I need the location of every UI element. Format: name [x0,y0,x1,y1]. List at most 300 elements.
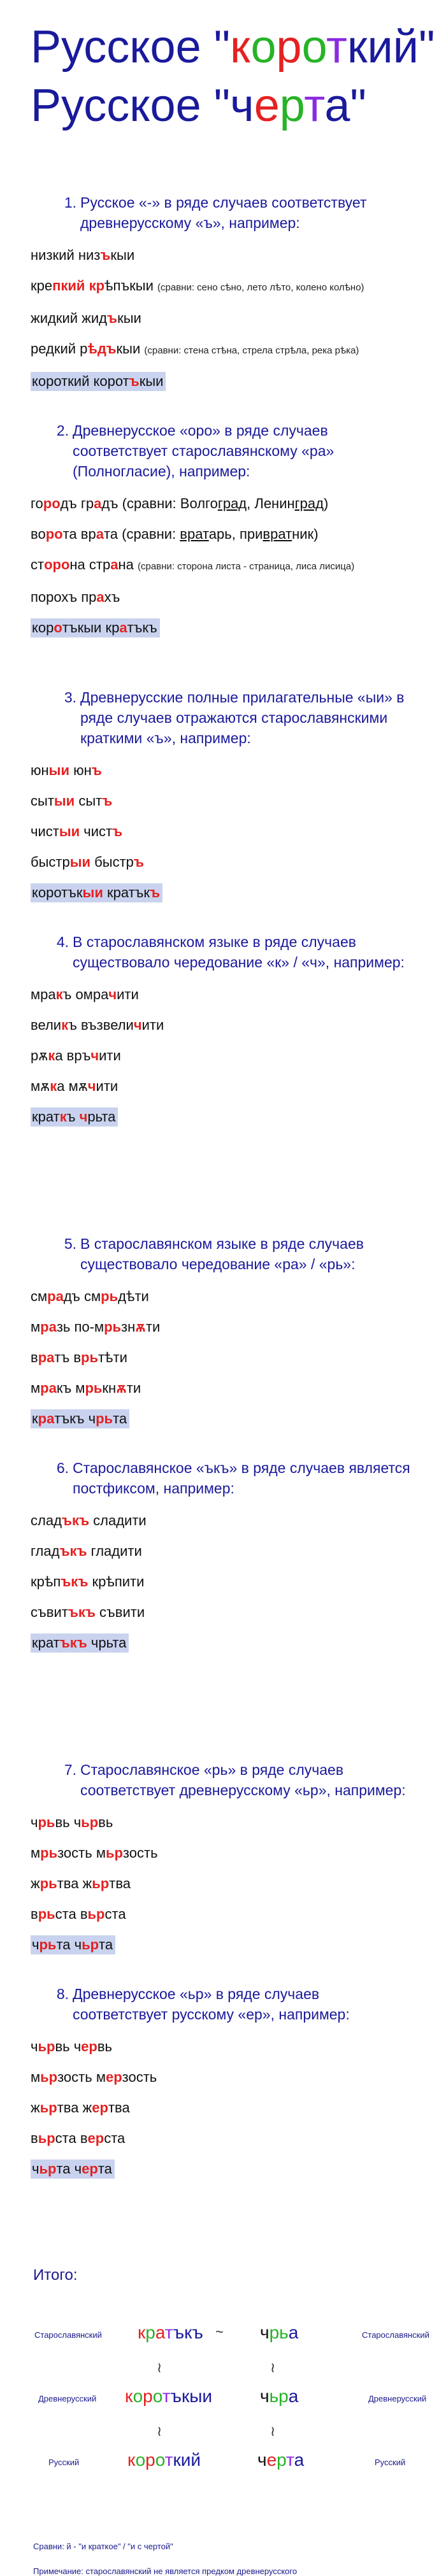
ex-text: м [31,1319,41,1335]
list-item [31,761,446,780]
w-part: р [277,2450,287,2470]
summary-word-1 [138,2323,203,2343]
section-1 [31,192,446,402]
ex-text: дъ см [63,1288,101,1304]
summary-word-v2 [260,2386,298,2407]
ex-text: ити [141,1017,164,1033]
ex-mark: ъкъ [59,1635,87,1651]
w-part: т [164,2323,173,2342]
ex-note: (сравни: сено сѣно, лето лѣто, колено колѣно) [157,282,364,293]
ex-text: ж [31,1875,40,1891]
w-part: т [164,2450,173,2470]
title-letter: о [250,22,277,73]
row-label-right: Русский [375,2458,406,2467]
ex-mark: рь [104,1319,122,1335]
ex-text: кыи [117,310,141,326]
ex-mark: ч [79,1109,88,1125]
ex-text: тъ в [54,1349,82,1365]
ex-mark: ыи [48,762,69,778]
ex-text: а връ [55,1048,91,1064]
list-item [31,1874,446,1893]
ex-mark: ъ [150,885,161,900]
ex-text: ста в [55,1906,88,1922]
ex-mark: ьр [40,2069,58,2085]
ex-text: дѣти [118,1288,149,1304]
ex-mark: ч [108,986,117,1002]
section-heading [31,1984,446,2025]
list-item-highlight [31,1107,118,1127]
ex-text: вь ч [55,2039,82,2054]
w-part: а [288,2323,299,2342]
row-label-left: Древнерусский [38,2394,97,2403]
list-item [31,1318,446,1337]
w-part: р [145,2450,155,2470]
ex-text: ч [31,2039,38,2054]
ex-text: ити [99,1048,121,1064]
list-item [31,339,446,360]
w-part: е [266,2450,277,2470]
title-letter: ч [230,80,254,131]
row-label-right: Древнерусский [368,2394,427,2403]
section-3 [31,687,446,914]
ex-mark: ч [87,1078,96,1094]
title-letter: р [279,80,305,131]
ex-text: сыт [31,793,54,809]
w-part: ьр [269,2386,289,2406]
ex-mark: ѣдъ [87,341,117,357]
w-part: а [155,2323,165,2342]
ex-mark: ьр [38,2130,55,2146]
ex-mark: ыи [82,885,103,900]
heading-line: соответствует древнерусскому «ьр», например: [80,1782,406,1798]
ex-text: кыи [139,373,164,389]
list-item-highlight [31,618,160,637]
ex-text: ѣпъкыи [104,278,154,294]
ex-mark: ыи [54,793,75,809]
title-letter: е [254,80,280,131]
ex-mark: а [119,620,127,636]
heading-line: соответствует русскому «ер», например: [73,2006,350,2023]
ex-mark: ер [92,2100,108,2116]
ex-mark: ъ [107,310,118,326]
ex-mark: ьр [81,1814,99,1830]
summary-word-2 [125,2386,212,2407]
heading-line: древнерусскому «ъ», например: [80,215,300,231]
ex-mark: ро [45,526,63,542]
ex-mark: ер [81,2039,97,2054]
ex-underline: град [294,495,324,511]
section-7 [31,1760,446,1966]
ex-mark: оро [44,557,70,573]
w-part: ъкыи [170,2386,213,2406]
ex-text: коротък [32,885,83,900]
row-label-left: Старославянский [34,2330,102,2340]
section-number: 1. [64,194,76,211]
ex-text: редкий р [31,341,88,357]
ex-text: тва [108,2100,130,2116]
section-heading [31,1234,446,1274]
ex-text: мѫ [31,1078,50,1094]
summary-grid [31,2323,446,2533]
list-item-highlight [31,2160,115,2179]
ex-text: ъ омра [62,986,109,1002]
title-suffix-1: " [418,22,435,73]
ex-mark: ъ [100,247,111,263]
ex-mark: а [96,589,104,605]
ex-text: юн [69,762,92,778]
ex-text: крѣп [31,1574,61,1590]
ex-text: быстр [31,854,70,870]
ex-mark: ьр [105,1845,123,1861]
w-part: р [145,2323,155,2342]
heading-line: краткими «ъ», например: [80,730,251,746]
list-item [31,1542,446,1561]
ex-text: ) [324,495,329,511]
ex-mark: рь [96,1411,113,1427]
ex-text: ъ [66,1109,80,1125]
ex-text: тѣти [97,1349,127,1365]
list-item [31,1379,446,1398]
w-part: ч [260,2323,270,2342]
ex-text: дъ гр [60,495,94,511]
ex-text: го [31,495,43,511]
list-item-highlight [31,372,166,391]
ex-text: вели [31,1017,62,1033]
ex-text: глад [31,1543,60,1559]
ex-mark: рь [38,1814,55,1830]
w-part: к [127,2450,136,2470]
ex-mark: ра [38,1411,55,1427]
title-prefix-2: Русское " [31,80,231,131]
ex-mark: ыи [69,854,91,870]
tilde-sign: ~ [215,2324,224,2340]
ex-text: м [31,2069,41,2085]
section-2 [31,420,446,649]
list-item [31,1813,446,1832]
ex-text: чист [80,823,113,839]
ex-mark: ьр [40,2100,57,2116]
ex-text: сладити [89,1512,147,1528]
list-item [31,1603,446,1622]
section-number: 8. [56,1986,69,2002]
list-item [31,1287,446,1306]
approx-sign: ≀ [270,2359,276,2375]
ex-text: кре [31,278,53,294]
heading-line: ряде случаев отражаются старославянскими [80,709,388,726]
w-part: о [133,2386,143,2406]
section-5 [31,1234,446,1440]
w-part: а [294,2450,305,2470]
ex-mark: ъкъ [59,1543,87,1559]
ex-mark: к [50,1078,57,1094]
ex-text: та ч [56,1937,82,1953]
ex-text: тъкъ ч [54,1411,96,1427]
list-item [31,2037,446,2056]
title-prefix-1: Русское " [31,22,231,73]
list-item [31,2098,446,2117]
heading-line: Древнерусское «оро» в ряде случаев [73,422,328,439]
approx-sign: ≀ [157,2423,162,2439]
content [0,192,446,2576]
ex-mark: ьр [38,2039,55,2054]
ex-text: ста [104,2130,126,2146]
summary-label: Итого: [33,2266,78,2284]
ex-text: къ м [56,1380,85,1396]
ex-text: ти [126,1380,141,1396]
ex-text: кор [32,620,54,636]
ex-text: ста в [55,2130,88,2146]
ex-mark: ро [43,495,61,511]
list-item [31,555,446,576]
w-part: рь [269,2323,289,2342]
list-item-highlight [31,883,162,902]
ex-mark: рь [81,1349,98,1365]
ex-text: съвит [31,1604,68,1620]
list-item [31,494,446,513]
title-letter: а [324,80,350,131]
list-item [31,822,446,841]
ex-mark: ъ [129,373,140,389]
ex-mark: ер [82,2161,98,2177]
ex-text: быстр [90,854,134,870]
ex-mark: ѫ [116,1380,127,1396]
ex-text: арь, при [208,526,263,542]
heading-line: Древнерусские полные прилагательные «ыи» в [80,689,405,706]
ex-mark: ыи [59,823,80,839]
list-item [31,1348,446,1367]
section-number: 2. [56,422,69,439]
ex-text: на стр [69,557,111,573]
ex-text: ста [104,1906,126,1922]
ex-text: порохъ пр [31,589,97,605]
ex-mark: ьр [39,2161,57,2177]
section-number: 3. [64,689,76,706]
list-item [31,792,446,811]
w-part: кий [173,2450,201,2470]
row-label-left: Русский [48,2458,80,2467]
summary-word-3 [127,2450,201,2470]
ex-underline: врат [180,526,209,542]
ex-text: та [113,1411,127,1427]
ex-text: ч [32,2161,40,2177]
section-number: 6. [56,1460,69,1476]
ex-text: кыи [116,341,141,357]
ex-mark: ра [40,1380,57,1396]
title-letter: т [304,80,325,131]
ex-text: в [31,2130,38,2146]
ex-mark: рь [85,1380,103,1396]
ex-text: гладити [87,1543,142,1559]
w-part: ч [257,2450,267,2470]
heading-line: соответствует старославянскому «ра» [73,443,334,459]
ex-text: на [118,557,134,573]
ex-underline: врат [263,526,292,542]
list-item [31,588,446,607]
ex-text: рѫ [31,1048,48,1064]
section-number: 4. [56,934,69,950]
title-letter: о [301,22,327,73]
ex-mark: ч [90,1048,99,1064]
list-item [31,1844,446,1863]
ex-mark: рь [40,1875,57,1891]
list-item [31,1572,446,1591]
ex-text: см [31,1288,48,1304]
ex-text: сыт [75,793,103,809]
list-item-highlight [31,1633,129,1653]
footnote-compare: Сравни: й - "и краткое" / "и с чертой" [33,2542,173,2551]
ex-mark: а [96,526,104,542]
ex-text: зь по-м [56,1319,104,1335]
heading-line: существовало чередование «ра» / «рь»: [80,1256,356,1272]
ex-mark: рь [101,1288,119,1304]
ex-text: низкий низ [31,247,101,263]
ex-mark: ъ [133,854,144,870]
w-part: к [125,2386,133,2406]
ex-text: зн [121,1319,136,1335]
ex-mark: рь [39,1937,57,1953]
ex-text: тъкъ [127,620,157,636]
ex-text: , Ленин [247,495,295,511]
ex-text: во [31,526,46,542]
ex-text: кратък [103,885,150,900]
ex-mark: ер [105,2069,122,2085]
ex-text: крѣпити [88,1574,145,1590]
section-6 [31,1458,446,1664]
heading-line: (Полногласие), например: [73,463,250,480]
ex-mark: к [59,1109,67,1125]
heading-line: Старославянское «рь» в ряде случаев [80,1761,344,1778]
w-part: а [288,2386,299,2406]
section-heading [31,1760,446,1800]
ex-mark: ъкъ [68,1604,96,1620]
ex-text: м [31,1845,41,1861]
section-heading [31,420,446,481]
section-heading [31,687,446,748]
ex-text: ч [32,1937,40,1953]
footnote-note: Примечание: старославянский не является предком древнерусского [33,2566,298,2576]
ex-text: та вр [62,526,96,542]
ex-text: к [32,1411,38,1427]
ex-text: вь [98,1814,113,1830]
ex-mark: ра [40,1319,57,1335]
ex-text: съвити [95,1604,145,1620]
section-8 [31,1984,446,2190]
summary-word-v1 [260,2323,298,2343]
ex-text: юн [31,762,49,778]
ex-text: ъ възвели [68,1017,134,1033]
ex-text: зость м [57,1845,106,1861]
ex-text: в [31,1349,38,1365]
ex-text: ити [96,1078,119,1094]
summary-word-v3 [257,2450,304,2470]
w-part: о [155,2450,165,2470]
ex-text: чрьта [87,1635,127,1651]
list-item [31,1046,446,1065]
approx-sign: ≀ [157,2359,162,2375]
ex-text: та [97,2161,112,2177]
list-item-highlight [31,1409,129,1428]
heading-line: В старославянском языке в ряде случаев [80,1235,364,1252]
page-title [0,0,446,135]
ex-text: короткий корот [32,373,129,389]
list-item [31,1905,446,1924]
w-part: к [138,2323,146,2342]
title-letter: к [230,22,251,73]
ex-text: тва ж [57,2100,92,2116]
title-suffix-2: " [350,80,366,131]
ex-mark: к [48,1048,55,1064]
ex-mark: ъкъ [61,1574,89,1590]
title-letter: р [276,22,302,73]
list-item [31,2129,446,2148]
section-number: 5. [64,1235,76,1252]
list-item [31,985,446,1004]
w-part: ч [260,2386,270,2406]
ex-mark: а [110,557,119,573]
ex-text: рьта [87,1109,116,1125]
ex-text: кн [102,1380,117,1396]
ex-underline: град [217,495,247,511]
heading-line: постфиксом, например: [73,1480,234,1497]
ex-mark: ъ [91,762,102,778]
list-item [31,1511,446,1530]
ex-mark: к [61,1017,69,1033]
title-letter: т [326,22,348,73]
list-item [31,309,446,328]
ex-mark: ъ [112,823,123,839]
heading-line: существовало чередование «к» / «ч», например: [73,954,405,971]
ex-text: ст [31,557,45,573]
w-part: о [152,2386,162,2406]
ex-text: тъкыи кр [62,620,120,636]
ex-text: слад [31,1512,62,1528]
ex-text: зость [122,1845,158,1861]
w-part: ъкъ [173,2323,203,2342]
ex-text: жидкий жид [31,310,108,326]
ex-mark: рь [38,1906,55,1922]
ex-text: ити [117,986,139,1002]
ex-text: та ч [56,2161,82,2177]
ex-text: тва [109,1875,131,1891]
list-item [31,525,446,544]
title-letter: кий [347,22,419,73]
ex-mark: ьр [92,1875,110,1891]
ex-text: чист [31,823,59,839]
ex-text: дъ (сравни: Волго [101,495,218,511]
heading-line: Старославянское «ъкъ» в ряде случаев является [73,1460,410,1476]
list-item [31,276,446,297]
section-heading [31,932,446,972]
ex-text: та (сравни: [103,526,180,542]
ex-mark: рь [40,1845,58,1861]
ex-mark: пкий кр [52,278,105,294]
ex-mark: ѫ [135,1319,146,1335]
ex-text: хъ [104,589,120,605]
section-heading [31,192,446,233]
ex-note: (сравни: стена стѣна, стрела стрѣла, река рѣка) [144,345,359,356]
list-item-highlight [31,1935,115,1954]
section-heading [31,1458,446,1498]
heading-line: Русское «-» в ряде случаев соответствует [80,194,367,211]
row-label-right: Старославянский [362,2330,429,2340]
w-part: о [135,2450,146,2470]
ex-text: ник) [292,526,319,542]
ex-text: ж [31,2100,40,2116]
w-part: т [286,2450,294,2470]
ex-text: а мѫ [57,1078,88,1094]
ex-mark: ра [38,1349,55,1365]
ex-text: кыи [110,247,135,263]
